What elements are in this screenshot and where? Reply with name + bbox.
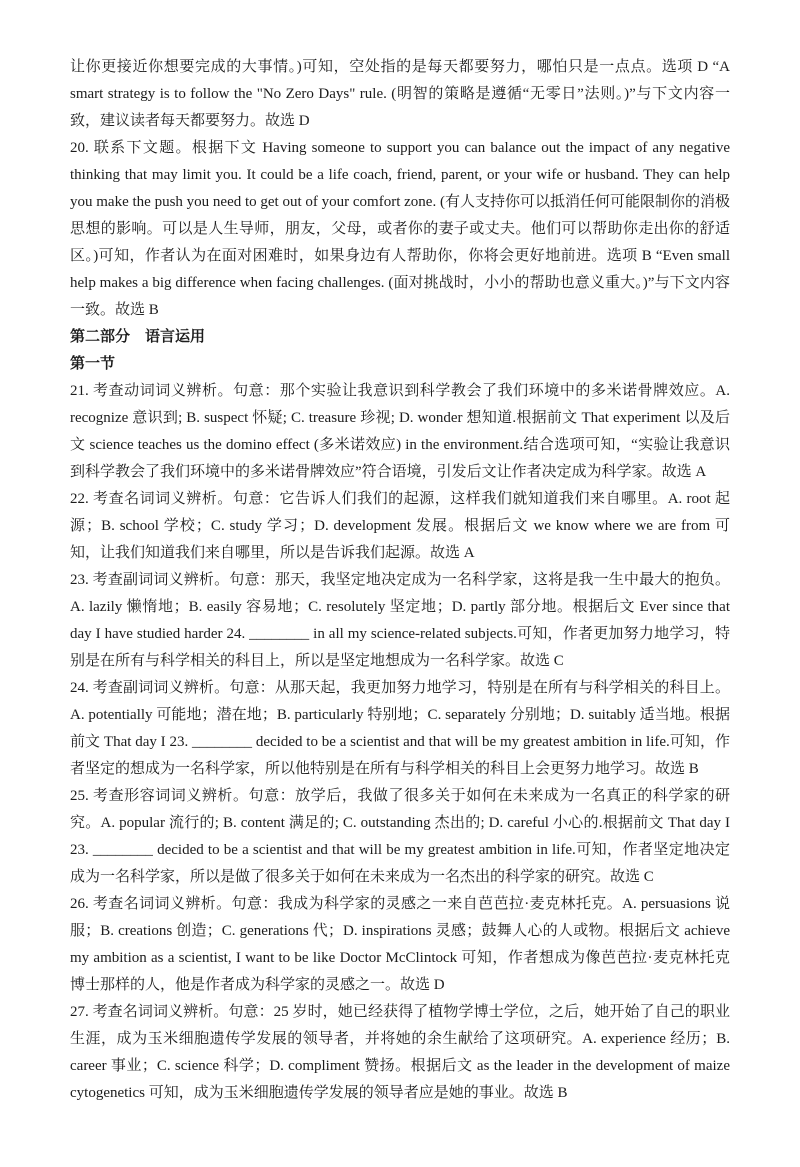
heading-section-one: 第一节 [70,356,116,372]
paragraph-q27-explanation: 27. 考查名词词义辨析。句意：25 岁时，她已经获得了植物学博士学位，之后，她开始了自己的职业生涯，成为玉米细胞遗传学发展的领导者，并将她的余生献给了这项研究。A. experience 经历；B. career 事业；C. science 科学；D. compliment 赞扬。根据后文 as the leader in the development of maize cytogenetics 可知，成为玉米细胞遗传学发展的领导者应是她的事业。故选 B [70,1004,730,1101]
paragraph-q19-continuation: 让你更接近你想要完成的大事情。)可知，空处指的是每天都要努力，哪怕只是一点点。选项 D “A smart strategy is to follow the "No Zero Days" rule. (明智的策略是遵循“无零日”法则。)”与下文内容一致，建议读者每天都要努力。故选 D [70,59,730,129]
paragraph-q21-explanation: 21. 考查动词词义辨析。句意：那个实验让我意识到科学教会了我们环境中的多米诺骨牌效应。A. recognize 意识到; B. suspect 怀疑; C. treasure 珍视; D. wonder 想知道.根据前文 That experiment 以及后文 science teaches us the domino effect (多米诺效应) in the environment.结合选项可知，“实验让我意识到科学教会了我们环境中的多米诺骨牌效应”符合语境，引发后文让作者决定成为科学家。故选 A [70,383,730,480]
paragraph-q22-explanation: 22. 考查名词词义辨析。句意：它告诉人们我们的起源，这样我们就知道我们来自哪里。A. root 起源；B. school 学校；C. study 学习；D. development 发展。根据后文 we know where we are from 可知，让我们知道我们来自哪里，所以是告诉我们起源。故选 A [70,491,730,561]
paragraph-q23-explanation: 23. 考查副词词义辨析。句意：那天，我坚定地决定成为一名科学家，这将是我一生中最大的抱负。A. lazily 懒惰地；B. easily 容易地；C. resolutely 坚定地；D. partly 部分地。根据后文 Ever since that day I have studied harder 24. ________ in all my science-related subjects.可知，作者更加努力地学习，特别是在所有与科学相关的科目上，所以是坚定地想成为一名科学家。故选 C [70,572,730,669]
paragraph-q20-explanation: 20. 联系下文题。根据下文 Having someone to support you can balance out the impact of any negative thinking that may limit you. It could be a life coach, friend, parent, or your wife or husband. They can help you make the push you need to get out of your comfort zone. (有人支持你可以抵消任何可能限制你的消极思想的影响。可以是人生导师，朋友，父母，或者你的妻子或丈夫。他们可以帮助你走出你的舒适区。)可知，作者认为在面对困难时，如果身边有人帮助你，你将会更好地前进。选项 B “Even small help makes a big difference when facing challenges. (面对挑战时，小小的帮助也意义重大。)”与下文内容一致。故选 B [70,140,730,318]
paragraph-q25-explanation: 25. 考查形容词词义辨析。句意：放学后，我做了很多关于如何在未来成为一名真正的科学家的研究。A. popular 流行的; B. content 满足的; C. outstanding 杰出的; D. careful 小心的.根据前文 That day I 23. ________ decided to be a scientist and that will be my greatest ambition in life.可知，作者坚定地决定成为一名科学家，所以是做了很多关于如何在未来成为一名杰出的科学家的研究。故选 C [70,788,730,885]
heading-part-two: 第二部分 语言运用 [70,329,206,345]
paragraph-q24-explanation: 24. 考查副词词义辨析。句意：从那天起，我更加努力地学习，特别是在所有与科学相关的科目上。A. potentially 可能地；潜在地；B. particularly 特别地；C. separately 分别地；D. suitably 适当地。根据前文 That day I 23. ________ decided to be a scientist and that will be my greatest ambition in life.可知，作者坚定的想成为一名科学家，所以他特别是在所有与科学相关的科目上会更努力地学习。故选 B [70,680,730,777]
paragraph-q26-explanation: 26. 考查名词词义辨析。句意：我成为科学家的灵感之一来自芭芭拉·麦克林托克。A. persuasions 说服；B. creations 创造；C. generations 代；D. inspirations 灵感；鼓舞人心的人或物。根据后文 achieve my ambition as a scientist, I want to be like Doctor McClintock 可知，作者想成为像芭芭拉·麦克林托克博士那样的人，他是作者成为科学家的灵感之一。故选 D [70,896,730,993]
